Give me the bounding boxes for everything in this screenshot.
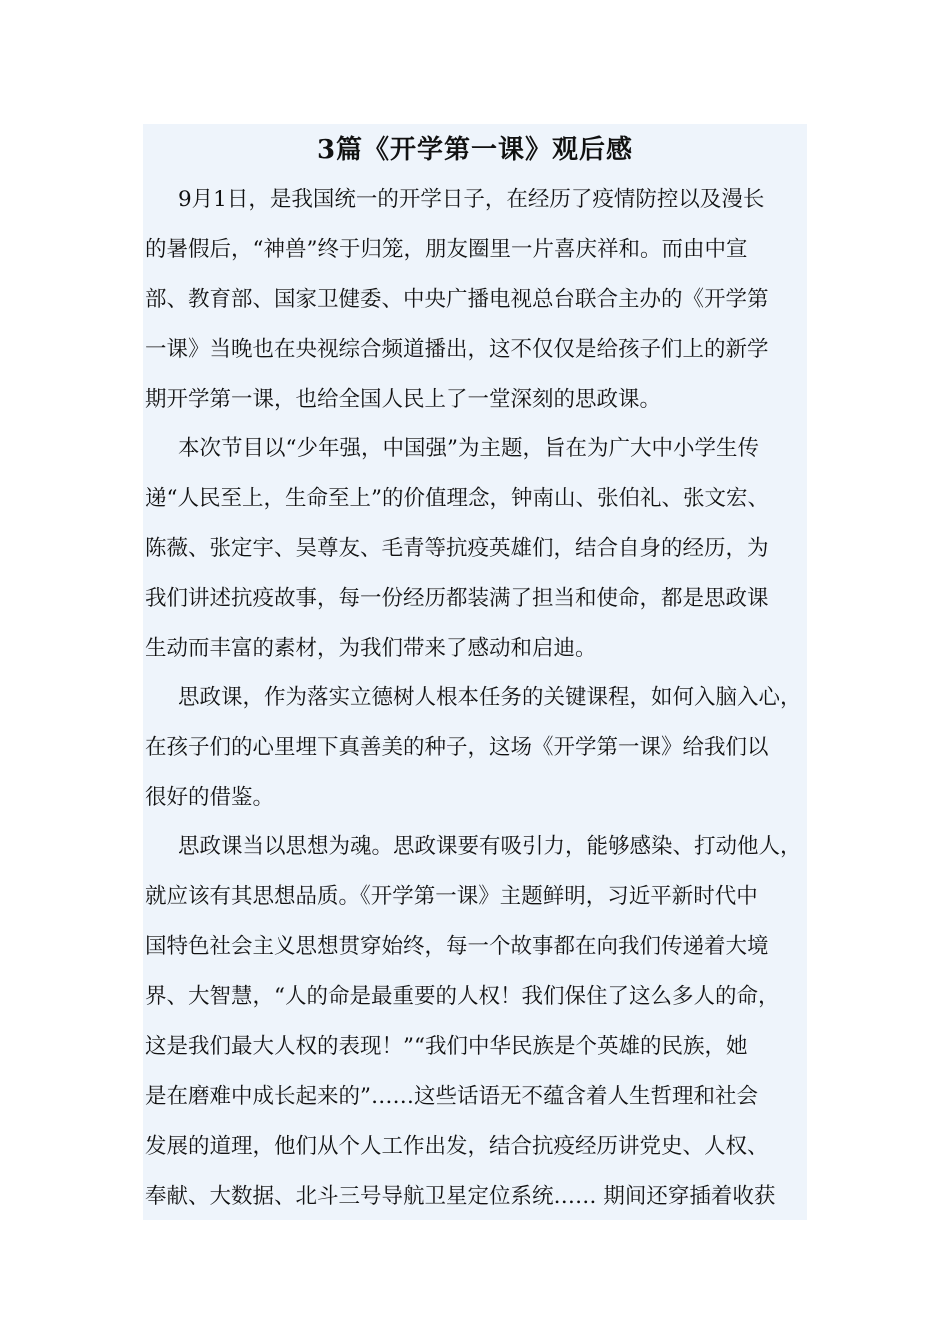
paragraph-line: 陈薇、张定宇、吴尊友、毛青等抗疫英雄们，结合自身的经历，为 — [145, 536, 769, 561]
paragraph-line: 期开学第一课，也给全国人民上了一堂深刻的思政课。 — [145, 387, 662, 412]
paragraph-line: 很好的借鉴。 — [145, 785, 275, 810]
paragraph-line: 部、教育部、国家卫健委、中央广播电视总台联合主办的《开学第 — [145, 287, 769, 312]
paragraph-line: 就应该有其思想品质。《开学第一课》主题鲜明，习近平新时代中 — [145, 884, 758, 909]
paragraph-line: 一课》当晚也在央视综合频道播出，这不仅仅是给孩子们上的新学 — [145, 337, 769, 362]
paragraph-line: 在孩子们的心里埋下真善美的种子，这场《开学第一课》给我们以 — [145, 735, 769, 760]
paragraph-line: 我们讲述抗疫故事，每一份经历都装满了担当和使命，都是思政课 — [145, 586, 769, 611]
paragraph-line: 9月1日，是我国统一的开学日子，在经历了疫情防控以及漫长 — [178, 187, 765, 212]
paragraph-line: 生动而丰富的素材，为我们带来了感动和启迪。 — [145, 636, 597, 661]
paragraph-line: 是在磨难中成长起来的”……这些话语无不蕴含着人生哲理和社会 — [145, 1084, 758, 1109]
paragraph-line: 的暑假后，“神兽”终于归笼，朋友圈里一片喜庆祥和。而由中宣 — [145, 237, 748, 262]
paragraph-line: 奉献、大数据、北斗三号导航卫星定位系统…… 期间还穿插着收获 — [145, 1184, 776, 1209]
paragraph-line: 递“人民至上，生命至上”的价值理念，钟南山、张伯礼、张文宏、 — [145, 486, 769, 511]
paragraph-line: 本次节目以“少年强，中国强”为主题，旨在为广大中小学生传 — [178, 436, 759, 461]
paragraph-line: 发展的道理，他们从个人工作出发，结合抗疫经历讲党史、人权、 — [145, 1134, 769, 1159]
document-title: 3篇《开学第一课》观后感 — [316, 135, 634, 165]
paragraph-line: 这是我们最大人权的表现！”“我们中华民族是个英雄的民族，她 — [145, 1034, 748, 1059]
paragraph-line: 思政课当以思想为魂。思政课要有吸引力，能够感染、打动他人， — [178, 834, 802, 859]
paragraph-line: 国特色社会主义思想贯穿始终，每一个故事都在向我们传递着大境 — [145, 934, 769, 959]
paragraph-line: 界、大智慧，“人的命是最重要的人权！我们保住了这么多人的命， — [145, 984, 780, 1009]
paragraph-line: 思政课，作为落实立德树人根本任务的关键课程，如何入脑入心， — [178, 685, 802, 710]
